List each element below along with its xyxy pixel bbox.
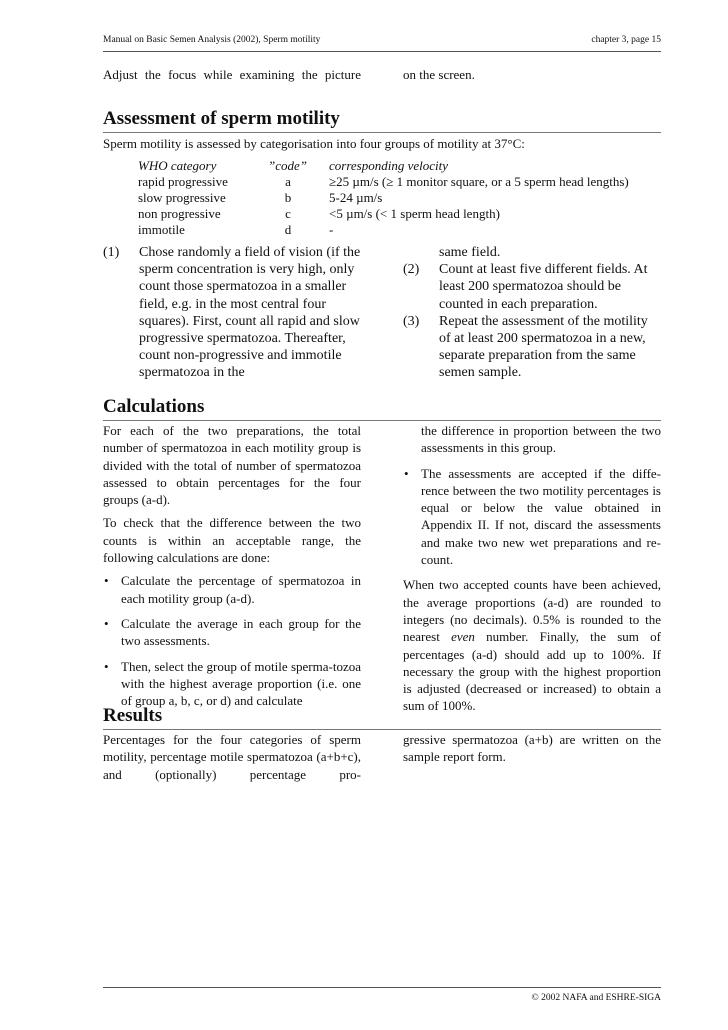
table-cell-category: rapid progressive: [138, 174, 228, 189]
intro-right-text: on the screen.: [403, 67, 475, 82]
steps-left-column: [103, 244, 365, 382]
steps-right-column: [403, 244, 661, 382]
calculations-rounding-paragraph: [403, 576, 661, 714]
calculations-bullet-4: [403, 465, 661, 569]
step-3: [403, 313, 661, 382]
step-1-continuation: same field.: [439, 245, 501, 260]
running-header: [103, 33, 661, 52]
table-cell-code: a: [285, 174, 291, 189]
table-cell-velocity: -: [329, 222, 334, 237]
bullet-text: Calculate the average in each group for the two assessments.: [121, 615, 361, 649]
motility-category-table: [103, 158, 661, 238]
bullet-icon: •: [104, 615, 109, 631]
calculations-bullet-3: [103, 658, 361, 710]
step-number: (1): [103, 245, 120, 260]
motility-intro: Sperm motility is assessed by categorisation into four groups of motility at 37°C:: [103, 136, 525, 151]
table-cell-velocity: ≥25 µm/s (≥ 1 monitor square, or a 5 sperm head lengths): [329, 174, 629, 189]
results-left-text: Percentages for the four categories of sperm motility, percentage motile spermatozoa (a+b+c), and (optionally) percentage pro-: [103, 732, 361, 782]
calculations-right-column: [403, 422, 661, 715]
table-header-row: [103, 158, 661, 174]
step-text: Chose randomly a field of vision (if the sperm concentration is very high, only count those spermatozoa in a smaller field, e.g. in the most central four squares). First, count all rapid and slow progressive spermatozoa. Thereafter, count non-progressive and immotile spermatozoa in the: [139, 245, 361, 381]
calculations-continuation: the difference in proportion between the two assessments in this group.: [421, 423, 661, 456]
step-number: (2): [403, 262, 420, 278]
bullet-icon: •: [104, 658, 109, 674]
section-title-calculations: Calculations: [103, 396, 661, 421]
table-cell-code: c: [285, 206, 291, 221]
table-cell-velocity: <5 µm/s (< 1 sperm head length): [329, 206, 500, 221]
step-2: [403, 261, 661, 313]
bullet-text: The assessments are accepted if the diffe-rence between the two motility percentages is equal or below the value obtained in Appendix II. If not, discard the assessments and make two new wet preparations and re-count.: [421, 465, 661, 568]
footer-copyright: © 2002 NAFA and ESHRE-SIGA: [531, 993, 661, 1003]
bullet-text: Calculate the percentage of spermatozoa in each motility group (a-d).: [121, 573, 361, 606]
rounding-text-after: number. Finally, the sum of percentages (a-d) should add up to 100%. If necessary the group with the highest proportion is adjusted (decreased or increased) to obtain a sum of 100%.: [403, 629, 661, 714]
table-header-code: ”code”: [268, 158, 307, 173]
calculations-bullet-2: [103, 615, 361, 650]
bullet-icon: •: [104, 573, 109, 589]
table-cell-category: immotile: [138, 222, 185, 237]
step-number: (3): [403, 313, 420, 329]
section-title-motility: Assessment of sperm motility: [103, 108, 661, 133]
document-page: [103, 0, 661, 1030]
section-title-results: Results: [103, 705, 661, 730]
calculations-left-column: [103, 422, 361, 717]
rounding-emphasis: even: [451, 629, 475, 645]
table-cell-velocity: 5-24 µm/s: [329, 190, 383, 205]
bullet-text: Then, select the group of motile sperma-tozoa with the highest average proportion (i.e. one of group a, b, c, or d) and calculate: [121, 658, 361, 709]
header-page-number: chapter 3, page 15: [591, 35, 661, 45]
table-cell-code: d: [284, 222, 292, 237]
table-cell-category: slow progressive: [138, 190, 226, 205]
step-text: Count at least five different fields. At least 200 spermatozoa should be counted in each preparation.: [439, 262, 648, 312]
table-row: [103, 174, 661, 190]
step-1: [103, 244, 365, 382]
table-row: [103, 206, 661, 222]
table-header-velocity: corresponding velocity: [329, 158, 449, 173]
intro-left-text: Adjust the focus while examining the picture: [103, 67, 361, 82]
results-right-text: gressive spermatozoa (a+b) are written on the sample report form.: [403, 732, 661, 765]
table-row: [103, 222, 661, 238]
header-title: Manual on Basic Semen Analysis (2002), Sperm motility: [103, 35, 321, 45]
step-text: Repeat the assessment of the motility of at least 200 spermatozoa in a new, separate preparation from the same semen sample.: [439, 313, 648, 381]
table-cell-code: b: [284, 190, 292, 205]
calculations-paragraph-2: To check that the difference between the two counts is within an acceptable range, the following calculations are done:: [103, 515, 361, 566]
table-row: [103, 190, 661, 206]
bullet-icon: •: [404, 465, 409, 481]
calculations-paragraph-1: For each of the two preparations, the total number of spermatozoa in each motility group is divided with the total of number of spermatozoa assessed to obtain percentages for the four groups (a-d).: [103, 423, 361, 508]
table-header-category: WHO category: [138, 158, 217, 173]
page-footer: [103, 987, 661, 1008]
table-cell-category: non progressive: [138, 206, 221, 221]
rounding-text-before: When two accepted counts have been achieved, the average proportions (a-d) are rounded to integers (no decimals). 0.5% is rounded to the nearest: [403, 577, 661, 645]
calculations-bullet-1: [103, 572, 361, 607]
